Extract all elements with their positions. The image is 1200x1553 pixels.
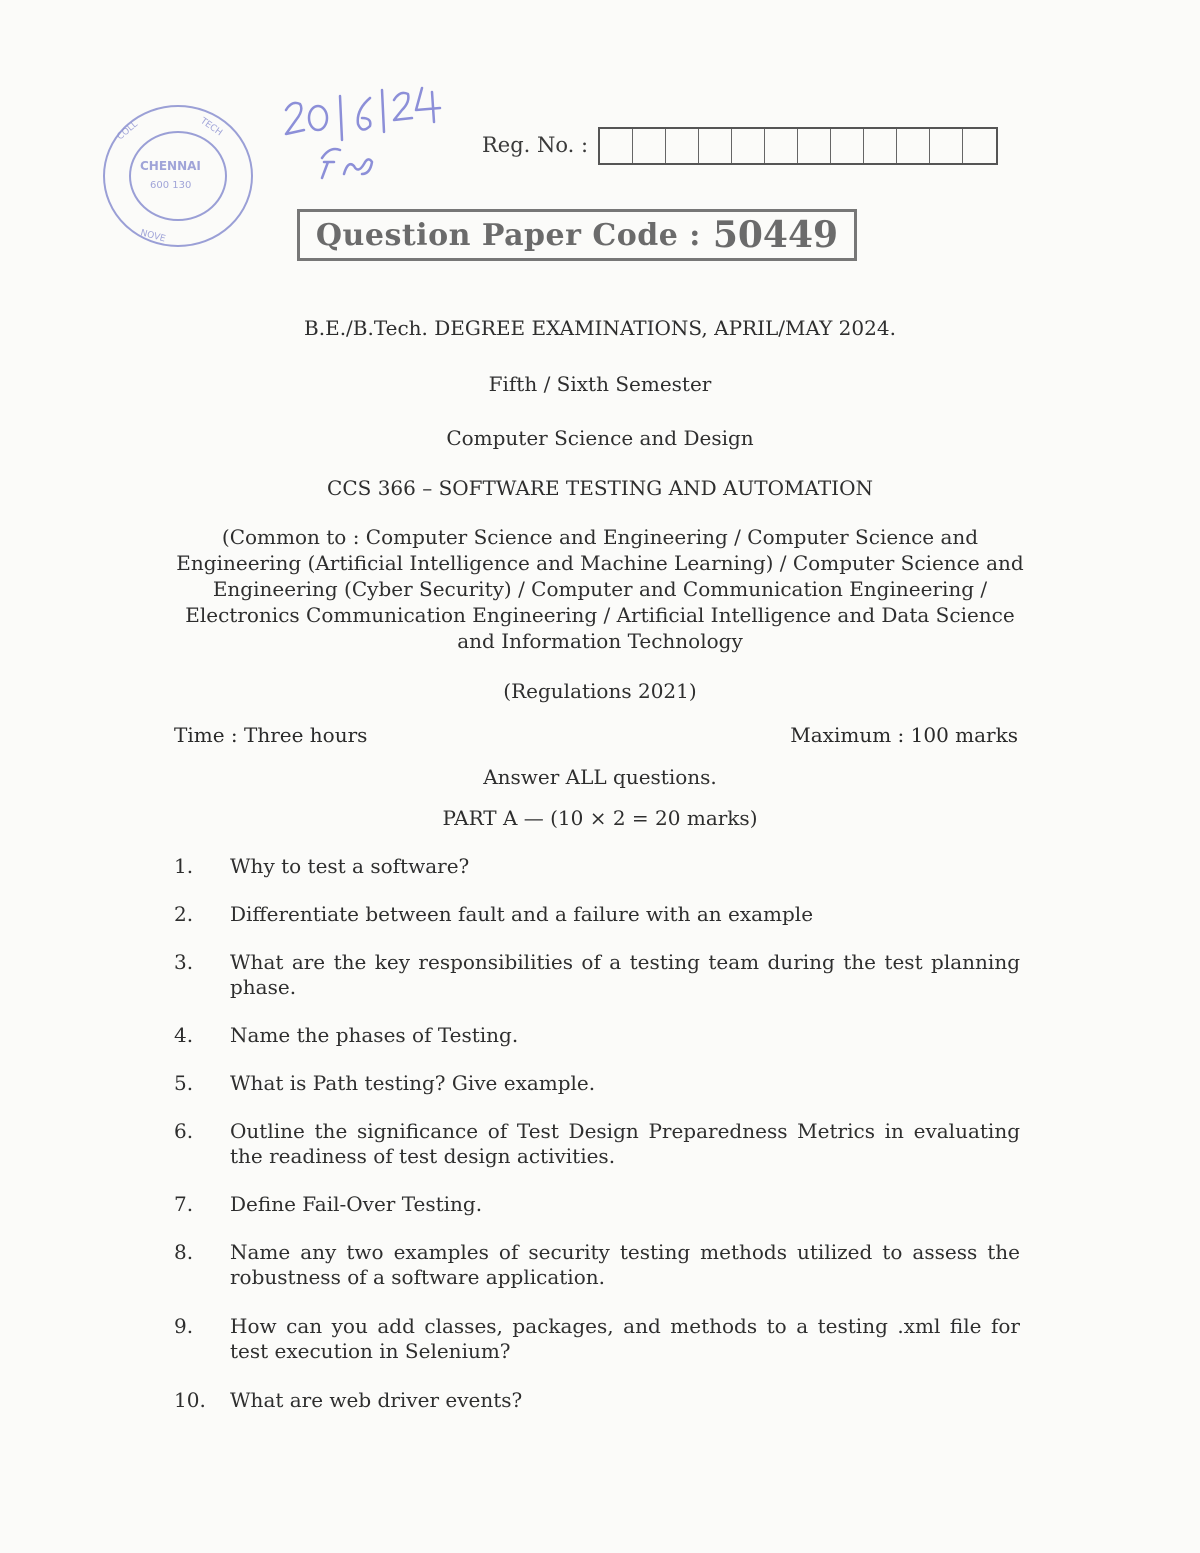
- question-item: [174, 1240, 1020, 1290]
- question-number: 10.: [174, 1388, 206, 1412]
- question-text: Why to test a software?: [230, 854, 470, 878]
- reg-no-box: [963, 129, 996, 163]
- question-paper-code-label: Question Paper Code :: [315, 217, 701, 253]
- reg-no-box: [600, 129, 633, 163]
- question-item: [174, 1119, 1020, 1169]
- course-title: CCS 366 – SOFTWARE TESTING AND AUTOMATION: [327, 476, 873, 500]
- question-text: Name any two examples of security testing methods utilized to assess the robustness of a software application.: [230, 1240, 1020, 1289]
- common-to-line: Electronics Communication Engineering / Artificial Intelligence and Data Science: [185, 603, 1015, 627]
- question-number: 8.: [174, 1240, 194, 1264]
- department: Computer Science and Design: [446, 426, 754, 450]
- common-to-line: and Information Technology: [457, 629, 743, 653]
- reg-no-box: [930, 129, 963, 163]
- question-number: 6.: [174, 1119, 194, 1143]
- question-item: [174, 1071, 1020, 1096]
- question-text: Outline the significance of Test Design Preparedness Metrics in evaluating the readiness of test design activities.: [230, 1119, 1020, 1168]
- question-item: [174, 854, 1020, 879]
- question-text: How can you add classes, packages, and methods to a testing .xml file for test execution in Selenium?: [230, 1314, 1020, 1363]
- question-number: 4.: [174, 1023, 194, 1047]
- question-item: [174, 1023, 1020, 1048]
- question-number: 5.: [174, 1071, 194, 1095]
- question-text: Name the phases of Testing.: [230, 1023, 519, 1047]
- max-marks: Maximum : 100 marks: [790, 723, 1018, 747]
- common-to-line: Engineering (Cyber Security) / Computer and Communication Engineering /: [212, 577, 988, 601]
- reg-no-box: [897, 129, 930, 163]
- question-number: 7.: [174, 1192, 194, 1216]
- college-seal-stamp-icon: [100, 100, 255, 250]
- svg-text:TECH: TECH: [198, 116, 224, 139]
- reg-no-box: [699, 129, 732, 163]
- question-number: 1.: [174, 854, 194, 878]
- reg-no-boxes: [598, 127, 998, 165]
- svg-text:COLL: COLL: [115, 119, 140, 143]
- question-item: [174, 1314, 1020, 1364]
- svg-text:600 130: 600 130: [150, 180, 192, 191]
- question-item: [174, 950, 1020, 1000]
- common-to-block: [170, 524, 1030, 654]
- reg-no-box: [864, 129, 897, 163]
- question-paper-code-box: [297, 209, 857, 261]
- reg-no-box: [798, 129, 831, 163]
- question-text: What are the key responsibilities of a testing team during the test planning phase.: [230, 950, 1020, 999]
- svg-text:CHENNAI: CHENNAI: [140, 159, 201, 173]
- instruction: Answer ALL questions.: [483, 765, 717, 789]
- reg-no-box: [765, 129, 798, 163]
- reg-no-box: [633, 129, 666, 163]
- exam-time: Time : Three hours: [174, 723, 368, 747]
- question-number: 3.: [174, 950, 194, 974]
- question-text: Define Fail-Over Testing.: [230, 1192, 483, 1216]
- question-text: What are web driver events?: [230, 1388, 523, 1412]
- svg-text:NOVE: NOVE: [139, 228, 167, 245]
- regulations: (Regulations 2021): [503, 679, 697, 703]
- part-a-heading: PART A — (10 × 2 = 20 marks): [442, 806, 758, 830]
- semester: Fifth / Sixth Semester: [488, 372, 712, 396]
- common-to-line: (Common to : Computer Science and Engineering / Computer Science and: [221, 525, 979, 549]
- question-number: 9.: [174, 1314, 194, 1338]
- question-paper-code: 50449: [712, 214, 839, 256]
- question-text: Differentiate between fault and a failure with an example: [230, 902, 814, 926]
- reg-no-box: [831, 129, 864, 163]
- handwritten-date-icon: [278, 78, 448, 188]
- question-text: What is Path testing? Give example.: [230, 1071, 596, 1095]
- question-item: [174, 1192, 1020, 1217]
- reg-no-box: [732, 129, 765, 163]
- question-number: 2.: [174, 902, 194, 926]
- question-item: [174, 902, 1020, 927]
- reg-no-label: Reg. No. :: [482, 133, 589, 157]
- reg-no-box: [666, 129, 699, 163]
- exam-title: B.E./B.Tech. DEGREE EXAMINATIONS, APRIL/MAY 2024.: [304, 316, 896, 340]
- question-item: [174, 1388, 1020, 1413]
- common-to-line: Engineering (Artificial Intelligence and Machine Learning) / Computer Science and: [176, 551, 1024, 575]
